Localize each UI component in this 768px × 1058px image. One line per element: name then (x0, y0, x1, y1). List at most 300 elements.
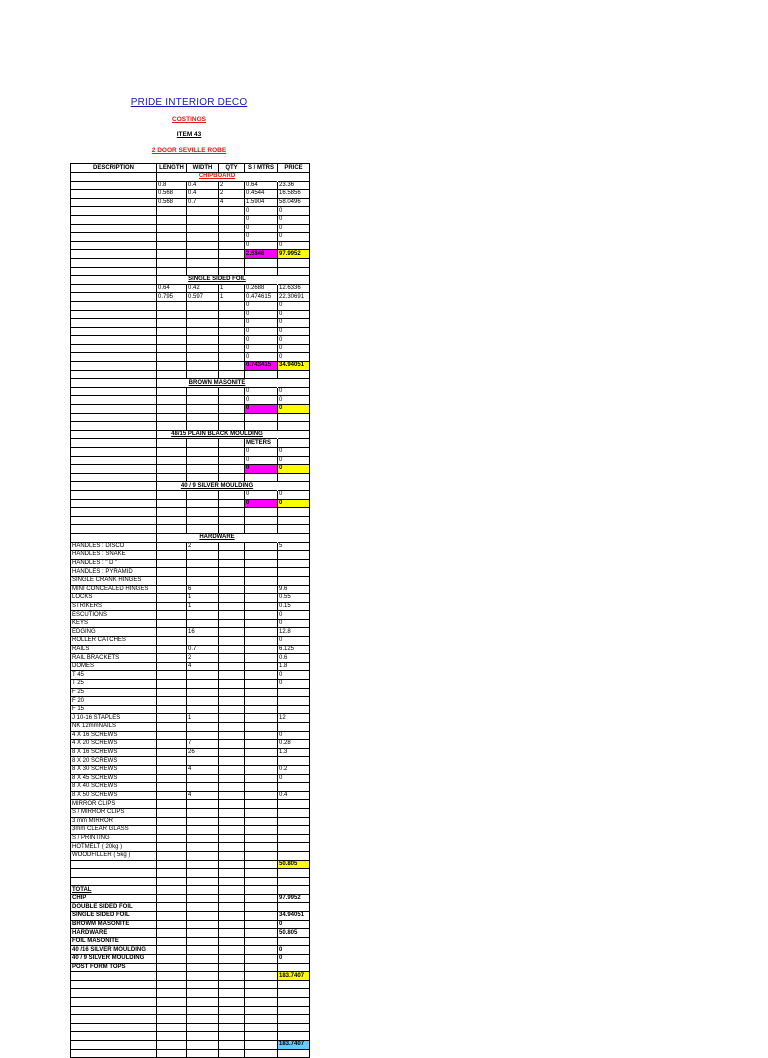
description-cell (71, 422, 157, 431)
table-cell: 4 (187, 662, 219, 671)
table-row (71, 233, 310, 242)
description-cell (71, 877, 157, 886)
table-cell (157, 972, 187, 981)
column-header: QTY (219, 164, 245, 173)
table-cell (219, 559, 245, 568)
table-cell (187, 998, 219, 1007)
table-cell (157, 662, 187, 671)
table-cell (157, 800, 187, 809)
table-cell (157, 946, 187, 955)
table-row (71, 619, 310, 628)
table-row (71, 894, 310, 903)
description-cell (71, 456, 157, 465)
table-cell (278, 843, 310, 852)
table-row (71, 1049, 310, 1058)
table-cell: 0 (245, 353, 278, 362)
table-cell: 7 (187, 740, 219, 749)
section-label: 40 / 9 SILVER MOULDING (157, 482, 278, 491)
table-cell (187, 336, 219, 345)
table-cell (187, 697, 219, 706)
table-cell (245, 851, 278, 860)
table-cell (187, 344, 219, 353)
table-cell (157, 637, 187, 646)
table-cell (157, 929, 187, 938)
table-cell (219, 516, 245, 525)
table-cell (245, 671, 278, 680)
description-cell (71, 525, 157, 534)
table-cell (157, 525, 187, 534)
table-cell (187, 422, 219, 431)
table-row (71, 568, 310, 577)
table-cell (219, 344, 245, 353)
table-cell (219, 319, 245, 328)
table-cell (219, 473, 245, 482)
table-cell (245, 697, 278, 706)
table-cell (245, 370, 278, 379)
table-cell (157, 490, 187, 499)
table-cell (157, 654, 187, 663)
table-cell (278, 559, 310, 568)
table-cell (187, 920, 219, 929)
description-cell: J 10-16 STAPLES (71, 714, 157, 723)
section-label: SINGLE SIDED FOIL (157, 276, 278, 285)
table-cell (278, 422, 310, 431)
table-cell (157, 344, 187, 353)
table-cell: 0 (278, 336, 310, 345)
description-cell (71, 353, 157, 362)
table-cell (187, 980, 219, 989)
table-cell (219, 671, 245, 680)
table-cell (278, 173, 310, 182)
table-cell (278, 1023, 310, 1032)
table-cell (187, 843, 219, 852)
table-cell (187, 886, 219, 895)
table-cell (157, 645, 187, 654)
table-cell (245, 998, 278, 1007)
table-cell: 0 (245, 224, 278, 233)
table-row (71, 250, 310, 259)
table-cell (278, 370, 310, 379)
table-cell: 0 (278, 215, 310, 224)
column-header: PRICE (278, 164, 310, 173)
table-cell (278, 413, 310, 422)
table-cell: 0.597 (187, 293, 219, 302)
table-cell (219, 972, 245, 981)
table-cell (157, 998, 187, 1007)
table-cell (157, 680, 187, 689)
table-cell: 2 (187, 542, 219, 551)
table-cell (187, 774, 219, 783)
table-row (71, 834, 310, 843)
table-row (71, 473, 310, 482)
table-cell (157, 619, 187, 628)
table-row (71, 912, 310, 921)
table-cell (157, 877, 187, 886)
table-cell (245, 748, 278, 757)
table-cell (157, 551, 187, 560)
table-cell (187, 499, 219, 508)
table-cell (278, 705, 310, 714)
table-cell: 1.3 (278, 748, 310, 757)
description-cell (71, 207, 157, 216)
table-cell: 16.5856 (278, 190, 310, 199)
table-cell: 0.795 (157, 293, 187, 302)
table-cell (278, 508, 310, 517)
table-cell (187, 250, 219, 259)
table-cell (157, 516, 187, 525)
table-row (71, 1023, 310, 1032)
table-cell (187, 405, 219, 414)
table-cell (219, 327, 245, 336)
description-cell (71, 336, 157, 345)
table-row (71, 405, 310, 414)
table-cell (187, 680, 219, 689)
table-cell: 0 (245, 319, 278, 328)
table-cell: 2.6848 (245, 250, 278, 259)
table-cell: 1 (219, 293, 245, 302)
table-cell: 0 (245, 396, 278, 405)
table-cell (187, 396, 219, 405)
table-cell (278, 903, 310, 912)
table-cell (245, 791, 278, 800)
table-cell (157, 250, 187, 259)
table-cell: 0 (278, 233, 310, 242)
table-cell: 34.94051 (278, 912, 310, 921)
table-cell (245, 740, 278, 749)
table-row (71, 808, 310, 817)
description-cell: NK 12mmNAILS (71, 723, 157, 732)
table-cell: 0 (278, 353, 310, 362)
table-cell: 0 (278, 680, 310, 689)
table-cell (219, 998, 245, 1007)
table-row (71, 207, 310, 216)
table-cell (157, 671, 187, 680)
table-cell (219, 843, 245, 852)
table-cell (157, 688, 187, 697)
table-row (71, 1015, 310, 1024)
table-cell (157, 903, 187, 912)
table-row (71, 671, 310, 680)
table-cell: 0 (278, 327, 310, 336)
table-cell (157, 869, 187, 878)
description-cell (71, 224, 157, 233)
table-cell (219, 748, 245, 757)
table-cell (187, 757, 219, 766)
table-cell (278, 697, 310, 706)
header-row (71, 164, 310, 173)
table-cell: 0 (245, 448, 278, 457)
table-cell (157, 817, 187, 826)
table-row (71, 843, 310, 852)
table-cell (187, 207, 219, 216)
table-cell (245, 267, 278, 276)
table-row (71, 284, 310, 293)
table-cell (219, 800, 245, 809)
table-cell: 0.743415 (245, 362, 278, 371)
table-cell (187, 439, 219, 448)
table-row (71, 989, 310, 998)
table-cell (157, 757, 187, 766)
table-cell: 0 (278, 671, 310, 680)
table-cell (278, 551, 310, 560)
table-row (71, 628, 310, 637)
description-cell: KEYS (71, 619, 157, 628)
table-cell (187, 851, 219, 860)
table-cell (187, 963, 219, 972)
table-cell (157, 362, 187, 371)
description-cell (71, 1032, 157, 1041)
table-cell (219, 241, 245, 250)
table-cell (245, 628, 278, 637)
table-cell (187, 1049, 219, 1058)
table-cell (278, 568, 310, 577)
table-cell (245, 576, 278, 585)
table-cell (71, 379, 157, 388)
table-row (71, 680, 310, 689)
table-cell: 0.15 (278, 602, 310, 611)
table-cell (187, 877, 219, 886)
table-cell: 58.0496 (278, 198, 310, 207)
table-row (71, 903, 310, 912)
table-cell (187, 258, 219, 267)
table-row (71, 688, 310, 697)
table-cell (278, 826, 310, 835)
document-subtitle: COSTINGS (172, 116, 206, 123)
table-cell (157, 723, 187, 732)
table-cell (219, 1049, 245, 1058)
table-cell (219, 886, 245, 895)
table-cell: 0 (278, 301, 310, 310)
table-cell (187, 671, 219, 680)
description-cell (71, 198, 157, 207)
table-cell (157, 705, 187, 714)
table-cell (157, 559, 187, 568)
table-cell: 16 (187, 628, 219, 637)
table-cell (187, 233, 219, 242)
table-row (71, 955, 310, 964)
table-cell (157, 783, 187, 792)
table-row (71, 920, 310, 929)
table-cell (245, 817, 278, 826)
table-cell (245, 473, 278, 482)
description-cell: MIRROR CLIPS (71, 800, 157, 809)
table-cell: 2 (187, 654, 219, 663)
table-cell (219, 955, 245, 964)
table-cell (245, 1032, 278, 1041)
table-cell: 1 (219, 284, 245, 293)
table-cell (245, 662, 278, 671)
table-cell (219, 1040, 245, 1049)
description-cell (71, 310, 157, 319)
table-cell (157, 860, 187, 869)
table-cell (219, 740, 245, 749)
table-row (71, 319, 310, 328)
table-cell (157, 594, 187, 603)
table-row (71, 215, 310, 224)
table-row (71, 439, 310, 448)
table-cell (278, 576, 310, 585)
table-cell (245, 680, 278, 689)
table-cell: 1 (187, 602, 219, 611)
product-name: 2 DOOR SEVILLE ROBE (151, 147, 227, 154)
description-cell (71, 516, 157, 525)
table-cell (219, 585, 245, 594)
description-cell: FOIL MASONITE (71, 937, 157, 946)
table-cell: 0 (245, 327, 278, 336)
table-cell (187, 723, 219, 732)
table-cell (187, 525, 219, 534)
table-row (71, 258, 310, 267)
description-cell: SINGLE SIDED FOIL (71, 912, 157, 921)
table-cell (245, 705, 278, 714)
table-cell (157, 740, 187, 749)
table-cell (157, 955, 187, 964)
table-cell (245, 516, 278, 525)
table-row (71, 886, 310, 895)
description-cell: ESCUTIONS (71, 611, 157, 620)
table-cell: 12.6336 (278, 284, 310, 293)
table-cell (278, 379, 310, 388)
table-cell (157, 439, 187, 448)
table-cell (157, 628, 187, 637)
table-cell: 0 (278, 946, 310, 955)
table-cell (278, 723, 310, 732)
table-cell (219, 731, 245, 740)
table-cell (219, 233, 245, 242)
table-cell (219, 387, 245, 396)
table-row (71, 301, 310, 310)
table-row (71, 697, 310, 706)
table-cell: 6.125 (278, 645, 310, 654)
table-cell (187, 448, 219, 457)
table-cell (219, 774, 245, 783)
table-cell (219, 396, 245, 405)
table-cell: 26 (187, 748, 219, 757)
table-cell (157, 387, 187, 396)
table-cell (219, 370, 245, 379)
table-cell: 1.8 (278, 662, 310, 671)
description-cell (71, 319, 157, 328)
table-row (71, 757, 310, 766)
description-cell: TOTAL (71, 886, 157, 895)
description-cell (71, 215, 157, 224)
table-cell: 2 (219, 181, 245, 190)
table-row (71, 525, 310, 534)
table-cell: 1 (187, 714, 219, 723)
table-cell (187, 834, 219, 843)
table-cell (187, 989, 219, 998)
table-row (71, 293, 310, 302)
description-cell (71, 473, 157, 482)
table-cell (219, 714, 245, 723)
table-cell (245, 551, 278, 560)
table-cell (157, 301, 187, 310)
table-row (71, 800, 310, 809)
table-cell (219, 903, 245, 912)
table-cell (157, 448, 187, 457)
table-cell: 50.805 (278, 929, 310, 938)
table-cell (278, 937, 310, 946)
description-cell: CHIP (71, 894, 157, 903)
description-cell: HOTMELT ( 20kg ) (71, 843, 157, 852)
table-cell (245, 757, 278, 766)
table-cell (245, 937, 278, 946)
description-cell: 8 X 30 SCREWS (71, 765, 157, 774)
table-cell (187, 688, 219, 697)
description-cell: POST FORM TOPS (71, 963, 157, 972)
table-row (71, 516, 310, 525)
table-cell (245, 946, 278, 955)
description-cell: T 25 (71, 680, 157, 689)
table-cell (245, 1040, 278, 1049)
table-row (71, 362, 310, 371)
table-cell (245, 877, 278, 886)
table-cell (245, 602, 278, 611)
table-cell (187, 894, 219, 903)
table-cell (187, 310, 219, 319)
table-cell (187, 903, 219, 912)
table-cell: 0 (245, 490, 278, 499)
table-cell (157, 370, 187, 379)
table-cell: 23.36 (278, 181, 310, 190)
table-cell (187, 353, 219, 362)
description-cell (71, 258, 157, 267)
table-cell (245, 972, 278, 981)
table-cell (219, 1032, 245, 1041)
table-cell (219, 946, 245, 955)
description-cell: 8 X 40 SCREWS (71, 783, 157, 792)
table-cell: 0.4544 (245, 190, 278, 199)
table-cell (187, 731, 219, 740)
table-cell (245, 929, 278, 938)
table-row (71, 396, 310, 405)
table-cell (219, 680, 245, 689)
table-cell (157, 808, 187, 817)
table-cell: 0.2 (278, 765, 310, 774)
table-cell: 12.8 (278, 628, 310, 637)
table-cell (157, 319, 187, 328)
table-cell (278, 1015, 310, 1024)
table-cell (219, 215, 245, 224)
table-row (71, 387, 310, 396)
table-cell (187, 362, 219, 371)
table-cell: 9.6 (278, 585, 310, 594)
section-row (71, 276, 310, 285)
table-cell: 0 (245, 215, 278, 224)
table-cell: 97.9952 (278, 250, 310, 259)
table-row (71, 1040, 310, 1049)
table-cell (278, 533, 310, 542)
table-row (71, 190, 310, 199)
table-cell (219, 920, 245, 929)
description-cell: 4 X 16 SCREWS (71, 731, 157, 740)
table-cell (219, 448, 245, 457)
table-cell (219, 362, 245, 371)
table-cell: 1 (187, 594, 219, 603)
table-cell (187, 319, 219, 328)
table-cell (157, 396, 187, 405)
table-cell (245, 688, 278, 697)
table-cell (245, 645, 278, 654)
description-cell (71, 370, 157, 379)
description-cell: DOMES (71, 662, 157, 671)
table-cell (187, 937, 219, 946)
table-row (71, 817, 310, 826)
table-cell (187, 568, 219, 577)
table-cell (71, 482, 157, 491)
description-cell (71, 1023, 157, 1032)
table-row (71, 611, 310, 620)
